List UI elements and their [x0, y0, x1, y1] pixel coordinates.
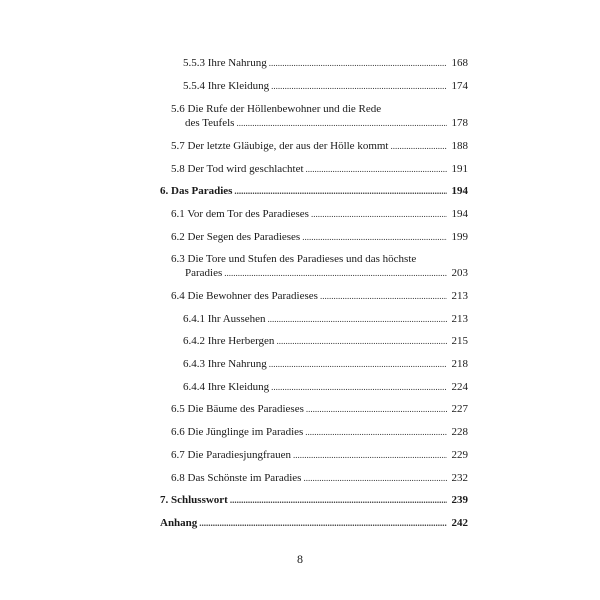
toc-entry-page: 213 — [451, 290, 468, 302]
toc-entry-5-6[interactable] — [171, 102, 468, 130]
toc-entry-title: Die Paradiesjungfrauen — [187, 449, 292, 461]
toc-entry-number: 5.7 — [171, 140, 185, 152]
toc-entry-title: Ihre Kleidung — [207, 80, 270, 92]
toc-entry-page: 224 — [451, 381, 468, 393]
toc-entry-page: 178 — [451, 117, 468, 129]
toc-entry-page: 228 — [451, 426, 468, 438]
toc-entry-title: Der letzte Gläubige, der aus der Hölle kommt — [187, 140, 389, 152]
toc-entry-title: Das Schönste im Paradies — [187, 472, 302, 484]
toc-entry-page: 174 — [451, 80, 468, 92]
toc-entry-title: Vor dem Tor des Paradieses — [187, 208, 309, 220]
toc-entry-page: 203 — [451, 267, 468, 279]
toc-entry-6-1[interactable] — [171, 207, 468, 221]
toc-entry-6-6[interactable] — [171, 425, 468, 439]
toc-entry-page: 168 — [451, 57, 468, 69]
toc-entry-6[interactable] — [160, 184, 468, 198]
toc-entry-title: Der Tod wird geschlachtet — [187, 163, 304, 175]
toc-entry-title: des Teufels — [185, 117, 235, 129]
toc-entry-title: Ihre Herbergen — [207, 335, 275, 347]
toc-entry-6-4-2[interactable] — [183, 334, 468, 348]
toc-entry-number: 6.4.3 — [183, 358, 205, 370]
dot-leader — [276, 334, 447, 348]
toc-entry-number: 6.4 — [171, 290, 185, 302]
dot-leader — [234, 184, 447, 198]
dot-leader — [311, 207, 447, 221]
toc-entry-page: 239 — [451, 494, 468, 506]
dot-leader — [224, 266, 447, 280]
dot-leader — [236, 116, 447, 130]
toc-entry-page: 213 — [451, 313, 468, 325]
toc-entry-title: Anhang — [160, 517, 198, 529]
toc-entry-number: 6. — [160, 185, 169, 197]
toc-entry-number: 5.5.3 — [183, 57, 205, 69]
toc-entry-title: Ihr Aussehen — [207, 313, 266, 325]
toc-entry-6-8[interactable] — [171, 471, 468, 485]
dot-leader — [271, 380, 447, 394]
toc-entry-6-3[interactable] — [171, 252, 468, 280]
toc-entry-title-line1: Die Rufe der Höllenbewohner und die Rede — [187, 103, 382, 115]
toc-entry-page: 188 — [451, 140, 468, 152]
toc-entry-page: 242 — [451, 517, 468, 529]
dot-leader — [302, 230, 447, 244]
toc-entry-page: 199 — [451, 231, 468, 243]
dot-leader — [269, 357, 447, 371]
toc-entry-6-4-3[interactable] — [183, 357, 468, 371]
toc-entry-title: Die Bewohner des Paradieses — [187, 290, 318, 302]
toc-entry-page: 215 — [451, 335, 468, 347]
toc-entry-page: 194 — [451, 185, 468, 197]
toc-entry-title: Paradies — [185, 267, 223, 279]
toc-entry-6-4-4[interactable] — [183, 380, 468, 394]
toc-entry-6-2[interactable] — [171, 230, 468, 244]
dot-leader — [303, 471, 447, 485]
dot-leader — [199, 516, 447, 530]
toc-entry-number: 5.8 — [171, 163, 185, 175]
toc-entry-title: Die Bäume des Paradieses — [187, 403, 304, 415]
toc-entry-page: 191 — [451, 163, 468, 175]
dot-leader — [305, 425, 447, 439]
dot-leader — [271, 79, 447, 93]
toc-entry-number: 6.4.4 — [183, 381, 205, 393]
toc-entry-number: 6.5 — [171, 403, 185, 415]
dot-leader — [391, 139, 448, 153]
toc-entry-5-5-4[interactable] — [183, 79, 468, 93]
toc-entry-number: 6.2 — [171, 231, 185, 243]
toc-entry-page: 218 — [451, 358, 468, 370]
toc-entry-title: Die Jünglinge im Paradies — [187, 426, 304, 438]
toc-entry-6-4[interactable] — [171, 289, 468, 303]
toc-entry-page: 229 — [451, 449, 468, 461]
toc-entry-number: 5.6 — [171, 103, 185, 115]
toc-entry-page: 194 — [451, 208, 468, 220]
toc-entry-number: 6.3 — [171, 253, 185, 265]
dot-leader — [293, 448, 447, 462]
toc-entry-title: Das Paradies — [171, 185, 233, 197]
dot-leader — [320, 289, 447, 303]
toc-entry-number: 6.4.1 — [183, 313, 205, 325]
toc-entry-5-7[interactable] — [171, 139, 468, 153]
toc-entry-7[interactable] — [160, 493, 468, 507]
toc-entry-5-5-3[interactable] — [183, 56, 468, 70]
toc-entry-5-8[interactable] — [171, 162, 468, 176]
toc-entry-number: 6.8 — [171, 472, 185, 484]
toc-entry-anhang[interactable] — [160, 516, 468, 530]
toc-entry-number: 6.6 — [171, 426, 185, 438]
toc-entry-number: 5.5.4 — [183, 80, 205, 92]
toc-entry-number: 6.7 — [171, 449, 185, 461]
toc-entry-number: 7. — [160, 494, 169, 506]
dot-leader — [306, 402, 447, 416]
dot-leader — [306, 162, 447, 176]
dot-leader — [269, 56, 447, 70]
toc-entry-title: Ihre Nahrung — [207, 358, 267, 370]
toc-entry-page: 232 — [451, 472, 468, 484]
page-number: 8 — [297, 552, 303, 566]
toc-entry-6-7[interactable] — [171, 448, 468, 462]
toc-entry-title: Ihre Nahrung — [207, 57, 267, 69]
toc-entry-page: 227 — [451, 403, 468, 415]
dot-leader — [230, 493, 447, 507]
toc-entry-number: 6.1 — [171, 208, 185, 220]
toc-entry-title-line1: Die Tore und Stufen des Paradieses und das höchste — [187, 253, 417, 265]
toc-entry-6-5[interactable] — [171, 402, 468, 416]
toc-entry-title: Der Segen des Paradieses — [187, 231, 301, 243]
dot-leader — [268, 312, 448, 326]
toc-entry-title: Ihre Kleidung — [207, 381, 270, 393]
toc-entry-number: 6.4.2 — [183, 335, 205, 347]
toc-entry-title: Schlusswort — [171, 494, 228, 506]
toc-entry-6-4-1[interactable] — [183, 312, 468, 326]
